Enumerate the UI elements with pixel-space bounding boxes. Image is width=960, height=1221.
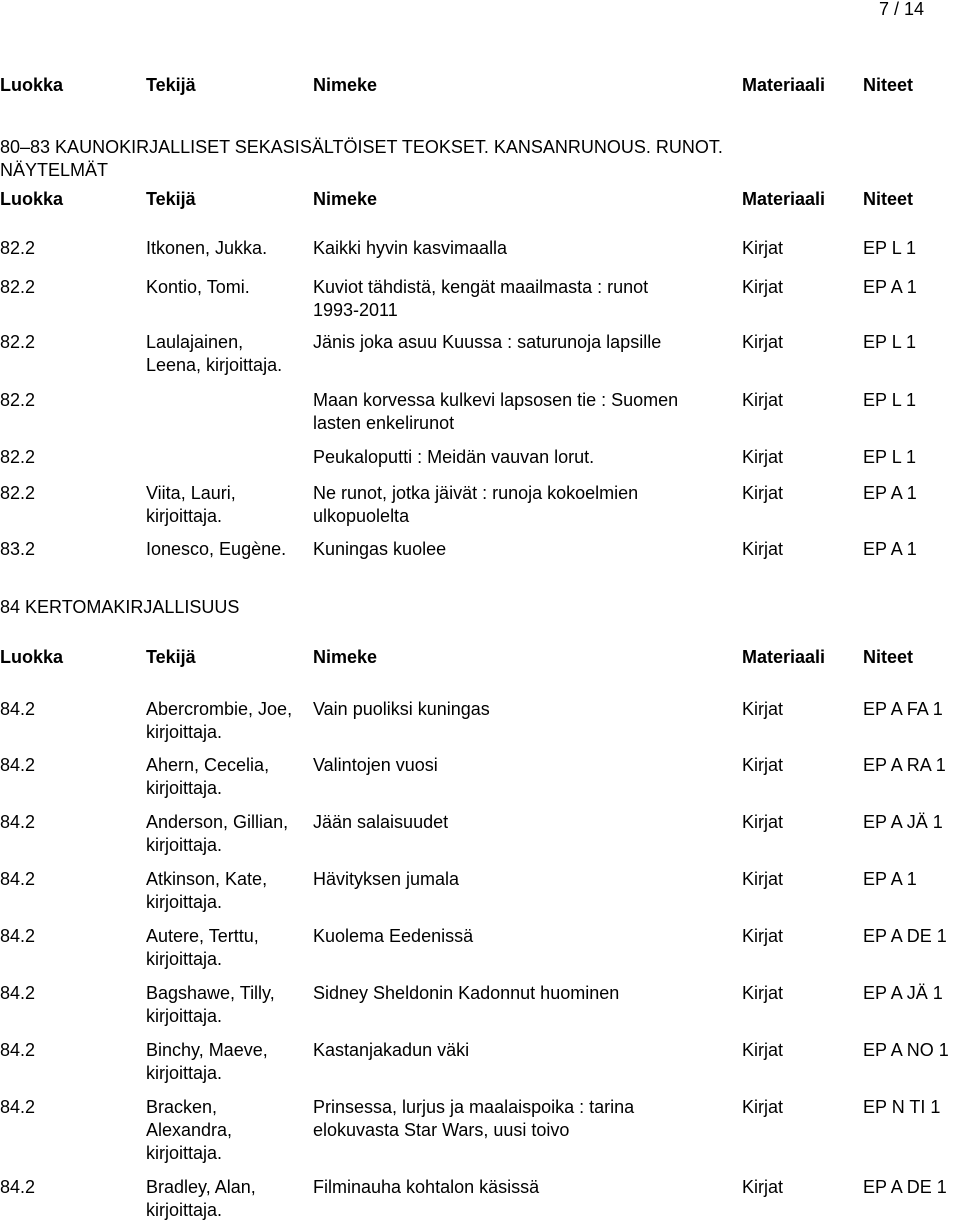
cell-tekija: Ahern, Cecelia,	[146, 755, 270, 775]
cell-luokka: 82.2	[0, 390, 36, 410]
cell-nimeke: Peukaloputti : Meidän vauvan lorut.	[313, 447, 595, 467]
cell-luokka: 84.2	[0, 1097, 36, 1117]
cell-tekija-continued: kirjoittaja.	[146, 722, 223, 742]
cell-nimeke: Maan korvessa kulkevi lapsosen tie : Suomen	[313, 390, 679, 410]
cell-tekija: Kontio, Tomi.	[146, 277, 250, 297]
cell-tekija: Itkonen, Jukka.	[146, 238, 268, 258]
cell-luokka: 84.2	[0, 1177, 36, 1197]
cell-luokka: 84.2	[0, 699, 36, 719]
cell-materiaali: Kirjat	[742, 983, 784, 1003]
cell-niteet: EP A 1	[863, 483, 917, 503]
cell-tekija: Autere, Terttu,	[146, 926, 259, 946]
cell-nimeke: Sidney Sheldonin Kadonnut huominen	[313, 983, 620, 1003]
col-materiaali: Materiaali	[742, 647, 826, 667]
cell-materiaali: Kirjat	[742, 447, 784, 467]
cell-tekija-continued: kirjoittaja.	[146, 778, 223, 798]
cell-luokka: 84.2	[0, 755, 36, 775]
cell-nimeke: Kuningas kuolee	[313, 539, 447, 559]
col-niteet: Niteet	[863, 75, 914, 95]
cell-materiaali: Kirjat	[742, 812, 784, 832]
cell-nimeke: Kuviot tähdistä, kengät maailmasta : runot	[313, 277, 649, 297]
cell-luokka: 83.2	[0, 539, 36, 559]
cell-nimeke: Kuolema Eedenissä	[313, 926, 474, 946]
cell-nimeke: Jänis joka asuu Kuussa : saturunoja lapsille	[313, 332, 662, 352]
col-materiaali: Materiaali	[742, 189, 826, 209]
cell-tekija-continued: kirjoittaja.	[146, 1063, 223, 1083]
cell-materiaali: Kirjat	[742, 332, 784, 352]
cell-niteet: EP A 1	[863, 869, 917, 889]
cell-materiaali: Kirjat	[742, 1177, 784, 1197]
cell-materiaali: Kirjat	[742, 539, 784, 559]
cell-niteet: EP L 1	[863, 390, 917, 410]
cell-niteet: EP A NO 1	[863, 1040, 949, 1060]
cell-niteet: EP A JÄ 1	[863, 983, 943, 1003]
cell-nimeke-continued: elokuvasta Star Wars, uusi toivo	[313, 1120, 570, 1140]
cell-nimeke: Filminauha kohtalon käsissä	[313, 1177, 540, 1197]
cell-materiaali: Kirjat	[742, 238, 784, 258]
cell-niteet: EP A 1	[863, 277, 917, 297]
cell-luokka: 82.2	[0, 332, 36, 352]
col-tekija: Tekijä	[146, 189, 196, 209]
col-nimeke: Nimeke	[313, 75, 378, 95]
cell-materiaali: Kirjat	[742, 926, 784, 946]
cell-luokka: 82.2	[0, 238, 36, 258]
cell-tekija: Bradley, Alan,	[146, 1177, 256, 1197]
cell-materiaali: Kirjat	[742, 390, 784, 410]
col-luokka: Luokka	[0, 647, 64, 667]
cell-materiaali: Kirjat	[742, 1040, 784, 1060]
col-nimeke: Nimeke	[313, 647, 378, 667]
section-title: 84 KERTOMAKIRJALLISUUS	[0, 597, 240, 617]
cell-tekija: Anderson, Gillian,	[146, 812, 289, 832]
cell-materiaali: Kirjat	[742, 869, 784, 889]
cell-nimeke: Ne runot, jotka jäivät : runoja kokoelmien	[313, 483, 639, 503]
cell-niteet: EP L 1	[863, 447, 917, 467]
cell-materiaali: Kirjat	[742, 483, 784, 503]
cell-tekija-continued: kirjoittaja.	[146, 506, 223, 526]
cell-tekija: Bagshawe, Tilly,	[146, 983, 275, 1003]
cell-tekija: Abercrombie, Joe,	[146, 699, 293, 719]
cell-tekija: Binchy, Maeve,	[146, 1040, 268, 1060]
cell-nimeke: Kastanjakadun väki	[313, 1040, 470, 1060]
col-niteet: Niteet	[863, 189, 914, 209]
cell-luokka: 84.2	[0, 1040, 36, 1060]
cell-tekija-continued: Alexandra,	[146, 1120, 233, 1140]
cell-tekija: Viita, Lauri,	[146, 483, 236, 503]
cell-luokka: 84.2	[0, 926, 36, 946]
cell-tekija: Atkinson, Kate,	[146, 869, 268, 889]
cell-nimeke: Jään salaisuudet	[313, 812, 449, 832]
col-luokka: Luokka	[0, 75, 64, 95]
cell-nimeke-continued: ulkopuolelta	[313, 506, 410, 526]
cell-niteet: EP N TI 1	[863, 1097, 941, 1117]
cell-niteet: EP A JÄ 1	[863, 812, 943, 832]
col-luokka: Luokka	[0, 189, 64, 209]
cell-nimeke: Prinsessa, lurjus ja maalaispoika : tarina	[313, 1097, 635, 1117]
cell-tekija-continued: kirjoittaja.	[146, 1143, 223, 1163]
cell-nimeke: Vain puoliksi kuningas	[313, 699, 490, 719]
cell-materiaali: Kirjat	[742, 755, 784, 775]
cell-niteet: EP A 1	[863, 539, 917, 559]
cell-niteet: EP A DE 1	[863, 926, 947, 946]
section-title-continued: NÄYTELMÄT	[0, 160, 109, 180]
cell-tekija-continued: Leena, kirjoittaja.	[146, 355, 283, 375]
cell-nimeke: Kaikki hyvin kasvimaalla	[313, 238, 508, 258]
cell-luokka: 84.2	[0, 812, 36, 832]
cell-luokka: 84.2	[0, 869, 36, 889]
cell-tekija-continued: kirjoittaja.	[146, 892, 223, 912]
cell-nimeke: Hävityksen jumala	[313, 869, 460, 889]
cell-tekija: Bracken,	[146, 1097, 218, 1117]
col-niteet: Niteet	[863, 647, 914, 667]
cell-materiaali: Kirjat	[742, 1097, 784, 1117]
cell-niteet: EP A FA 1	[863, 699, 943, 719]
cell-luokka: 82.2	[0, 483, 36, 503]
section-title: 80–83 KAUNOKIRJALLISET SEKASISÄLTÖISET TEOKSET. KANSANRUNOUS. RUNOT.	[0, 137, 723, 157]
cell-niteet: EP L 1	[863, 238, 917, 258]
col-nimeke: Nimeke	[313, 189, 378, 209]
cell-tekija-continued: kirjoittaja.	[146, 835, 223, 855]
cell-tekija-continued: kirjoittaja.	[146, 949, 223, 969]
cell-materiaali: Kirjat	[742, 277, 784, 297]
col-tekija: Tekijä	[146, 647, 196, 667]
cell-luokka: 84.2	[0, 983, 36, 1003]
cell-luokka: 82.2	[0, 447, 36, 467]
col-materiaali: Materiaali	[742, 75, 826, 95]
cell-tekija-continued: kirjoittaja.	[146, 1006, 223, 1026]
page-number: 7 / 14	[878, 0, 924, 19]
cell-luokka: 82.2	[0, 277, 36, 297]
col-tekija: Tekijä	[146, 75, 196, 95]
cell-tekija: Laulajainen,	[146, 332, 244, 352]
cell-niteet: EP A RA 1	[863, 755, 946, 775]
cell-nimeke-continued: lasten enkelirunot	[313, 413, 455, 433]
cell-tekija-continued: kirjoittaja.	[146, 1200, 223, 1220]
cell-niteet: EP L 1	[863, 332, 917, 352]
cell-nimeke: Valintojen vuosi	[313, 755, 438, 775]
cell-nimeke-continued: 1993-2011	[313, 300, 398, 320]
cell-niteet: EP A DE 1	[863, 1177, 947, 1197]
cell-materiaali: Kirjat	[742, 699, 784, 719]
cell-tekija: Ionesco, Eugène.	[146, 539, 287, 559]
